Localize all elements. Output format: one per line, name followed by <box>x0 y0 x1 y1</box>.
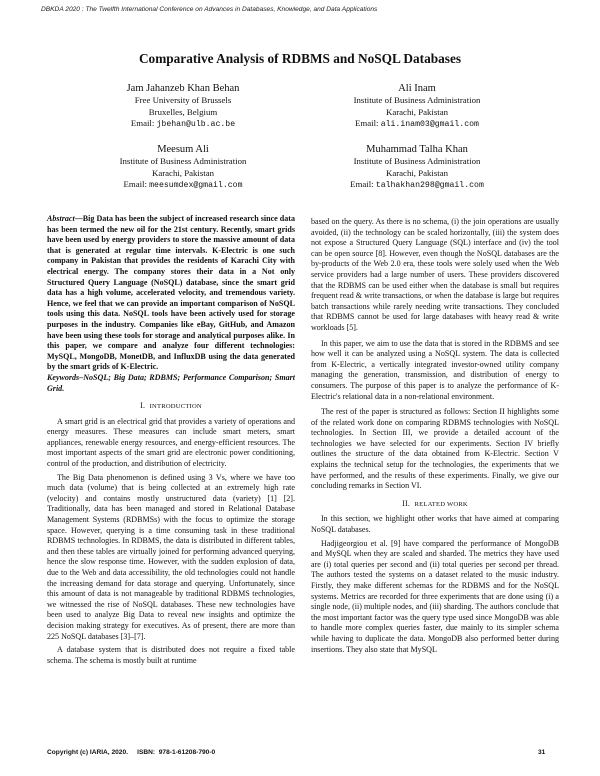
author-name: Jam Jahanzeb Khan Behan <box>126 83 240 94</box>
related-paragraph-2: Hadjigeorgiou et al. [9] have compared the performance of MongoDB and MySQL when they are scaled and sharded. The metrics they have used are (i) total queries per second and (ii) total queries per second per thread. The authors tested the systems on a dataset related to the music industry. Firstly, they make different schemas for the RDBMS and for the NoSQL systems. Metrics are recorded for three experiments that are done using (i) a single node, (ii) multiple nodes, and (iii) sharding. The authors conclude that the most important factor was the query type used since MongoDB was able to handle more complex queries faster, due mainly to its simpler schema while having to duplicate the data. MongoDB also performed better during insertions. They also state that MySQL <box>311 538 559 654</box>
author-affiliation: Institute of Business Administration <box>353 95 481 105</box>
author-email-row <box>63 179 303 192</box>
right-paragraph-2: In this paper, we aim to use the data that is stored in the RDBMS and see how well it can be analyzed using a NoSQL system. The data is collected from K-Electric, a vertically integrated investor-owned utility company managing the generation, transmission, and distribution of energy to consumers. The purpose of this paper is to analyze the performance of K-Electric's relational data in a non-relational environment. <box>311 338 559 401</box>
section-number: II. <box>402 498 411 508</box>
footer-page-number: 31 <box>538 749 546 756</box>
author-location: Karachi, Pakistan <box>151 167 215 178</box>
keywords: Keywords–NoSQL; Big Data; RDBMS; Performance Comparison; Smart Grid. <box>47 372 295 393</box>
author-block-1 <box>63 82 303 131</box>
left-column <box>47 214 295 666</box>
author-location: Karachi, Pakistan <box>385 167 449 178</box>
intro-paragraph-3: A database system that is distributed does not require a fixed table schema. The schema is mostly built at runtime <box>47 645 295 665</box>
intro-paragraph-2: The Big Data phenomenon is defined using 3 Vs, where we have too much data (volume) that is being collected at an extremely high rate (velocity) and contains mostly unstructured data (variety) [1] [2]. Traditionally, data has been managed and stored in Relational Database Management Systems (RDBMSs) with the focus to optimize the storage space. However, querying is a time consuming task in these traditional RDBMS technologies. In RDBMS, the data is distributed in different tables, and then these tables are virtually joined for performing advanced querying, hence the slow response time. However, with the sudden explosion of data, due to the Web and data accessibility, the old technologies could not handle the increasing demand for data storage and querying. Unfortunately, since this amount of data is not manageable by traditional RDBMS technologies, we witnessed the rise of NoSQL databases. These new technologies have been used to analyze Big Data to reveal new insights and optimize the decision making strategy for executives. As of present, there are more than 225 NoSQL databases [3]–[7]. <box>47 472 295 641</box>
author-email-row <box>297 179 537 192</box>
conference-header: DBKDA 2020 : The Twelfth International Conference on Advances in Databases, Knowledge, and Data Applications <box>41 6 378 13</box>
author-name: Ali Inam <box>398 83 436 94</box>
section-title: INTRODUCTION <box>149 403 202 411</box>
email-label: Email: <box>130 118 155 129</box>
footer-copyright: Copyright (c) IARIA, 2020. ISBN: 978-1-61208-790-0 <box>47 749 216 756</box>
author-name: Meesum Ali <box>157 144 209 155</box>
author-email-link[interactable]: meesumdex@gmail.com <box>149 181 243 191</box>
right-column <box>311 217 559 655</box>
email-label: Email: <box>355 118 379 129</box>
author-email-link[interactable]: talhakhan298@gmail.com <box>375 181 484 191</box>
abstract-lead: Abstract <box>47 214 75 223</box>
abstract-text: —Big Data has been the subject of increased research since data has been termed the new oil for the 21st century. Recently, smart grids have been used by energy providers to store the massive amount of data that is generated at regular time intervals. K-Electric is one such company in Pakistan that provides the residents of Karachi City with electrical energy. The company stores their data in a Not only Structured Query Language (NoSQL) database, since the smart grid data has a high volume, accelerated velocity, and tremendous variety. Hence, we feel that we can provide an important comparison of NoSQL tools using this data. NoSQL tools have been actively used for storage purposes in the industry. Companies like eBay, GitHub, and Amazon have been using these tools for storage and analytical purposes alike. In this paper, we compare and analyze four different technologies: MySQL, MongoDB, MonetDB, and InfluxDB using the data generated by the smart grids of K-Electric. <box>47 214 295 372</box>
email-label: Email: <box>123 179 147 190</box>
author-email-link[interactable]: ali.inam03@gmail.com <box>380 120 479 130</box>
section-heading-introduction <box>47 401 295 413</box>
author-block-2 <box>297 82 537 131</box>
email-label: Email: <box>350 179 374 190</box>
section-heading-related-work <box>311 499 559 511</box>
intro-paragraph-1: A smart grid is an electrical grid that provides a variety of operations and energy measures. These measures can include smart meters, smart appliances, renewable energy resources, and energy-efficient resources. The most important aspects of the smart grid are electronic power conditioning, control of the production, and distribution of electricity. <box>47 416 295 469</box>
right-paragraph-1: based on the query. As there is no schema, (i) the join operations are usually avoided, (ii) the technology can be scaled horizontally, (iii) the system does not expose a Structured Query Language (SQL) interface and (iv) the tool can be open source [8]. However, even though the NoSQL databases are the by-products of the Web 2.0 era, these tools were solely used when the Web service providers had a large number of users. These providers discovered that the RDBMS can be used either when the database is small but requires frequent read & write transactions, or when the database is large but requires batch transactions while rarely needing write transactions. They concluded that RDBMS cannot be used for large databases with heavy read & write workloads [5]. <box>311 217 559 332</box>
author-affiliation: Institute of Business Administration <box>119 156 247 166</box>
author-block-4 <box>297 143 537 192</box>
author-block-3 <box>63 143 303 192</box>
author-location: Karachi, Pakistan <box>385 106 449 117</box>
author-email-row <box>297 118 537 131</box>
author-affiliation: Free University of Brussels <box>134 95 232 105</box>
paper-title: Comparative Analysis of RDBMS and NoSQL Databases <box>138 51 462 66</box>
related-paragraph-1: In this section, we highlight other works that have aimed at comparing NoSQL databases. <box>311 514 559 535</box>
right-paragraph-3: The rest of the paper is structured as follows: Section II highlights some of the related work done on comparing RDBMS technologies with NoSQL technologies. In Section III, we provide a detailed account of the technologies we have selected for our experiments. Section IV briefly outlines the structure of the data obtained from K-Electric. Section V explains the technical setup for the technologies, the experiments that we have performed, and the results of these experiments. Finally, we give our concluding remarks in Section VI. <box>311 407 559 491</box>
author-affiliation: Institute of Business Administration <box>353 156 481 166</box>
author-email-row <box>63 118 303 131</box>
section-number: I. <box>140 401 146 411</box>
section-title: RELATED WORK <box>414 500 468 508</box>
author-name: Muhammad Talha Khan <box>366 144 468 155</box>
abstract <box>47 214 295 373</box>
author-location: Bruxelles, Belgium <box>148 106 218 117</box>
author-email-link[interactable]: jbehan@ulb.ac.be <box>156 120 236 130</box>
